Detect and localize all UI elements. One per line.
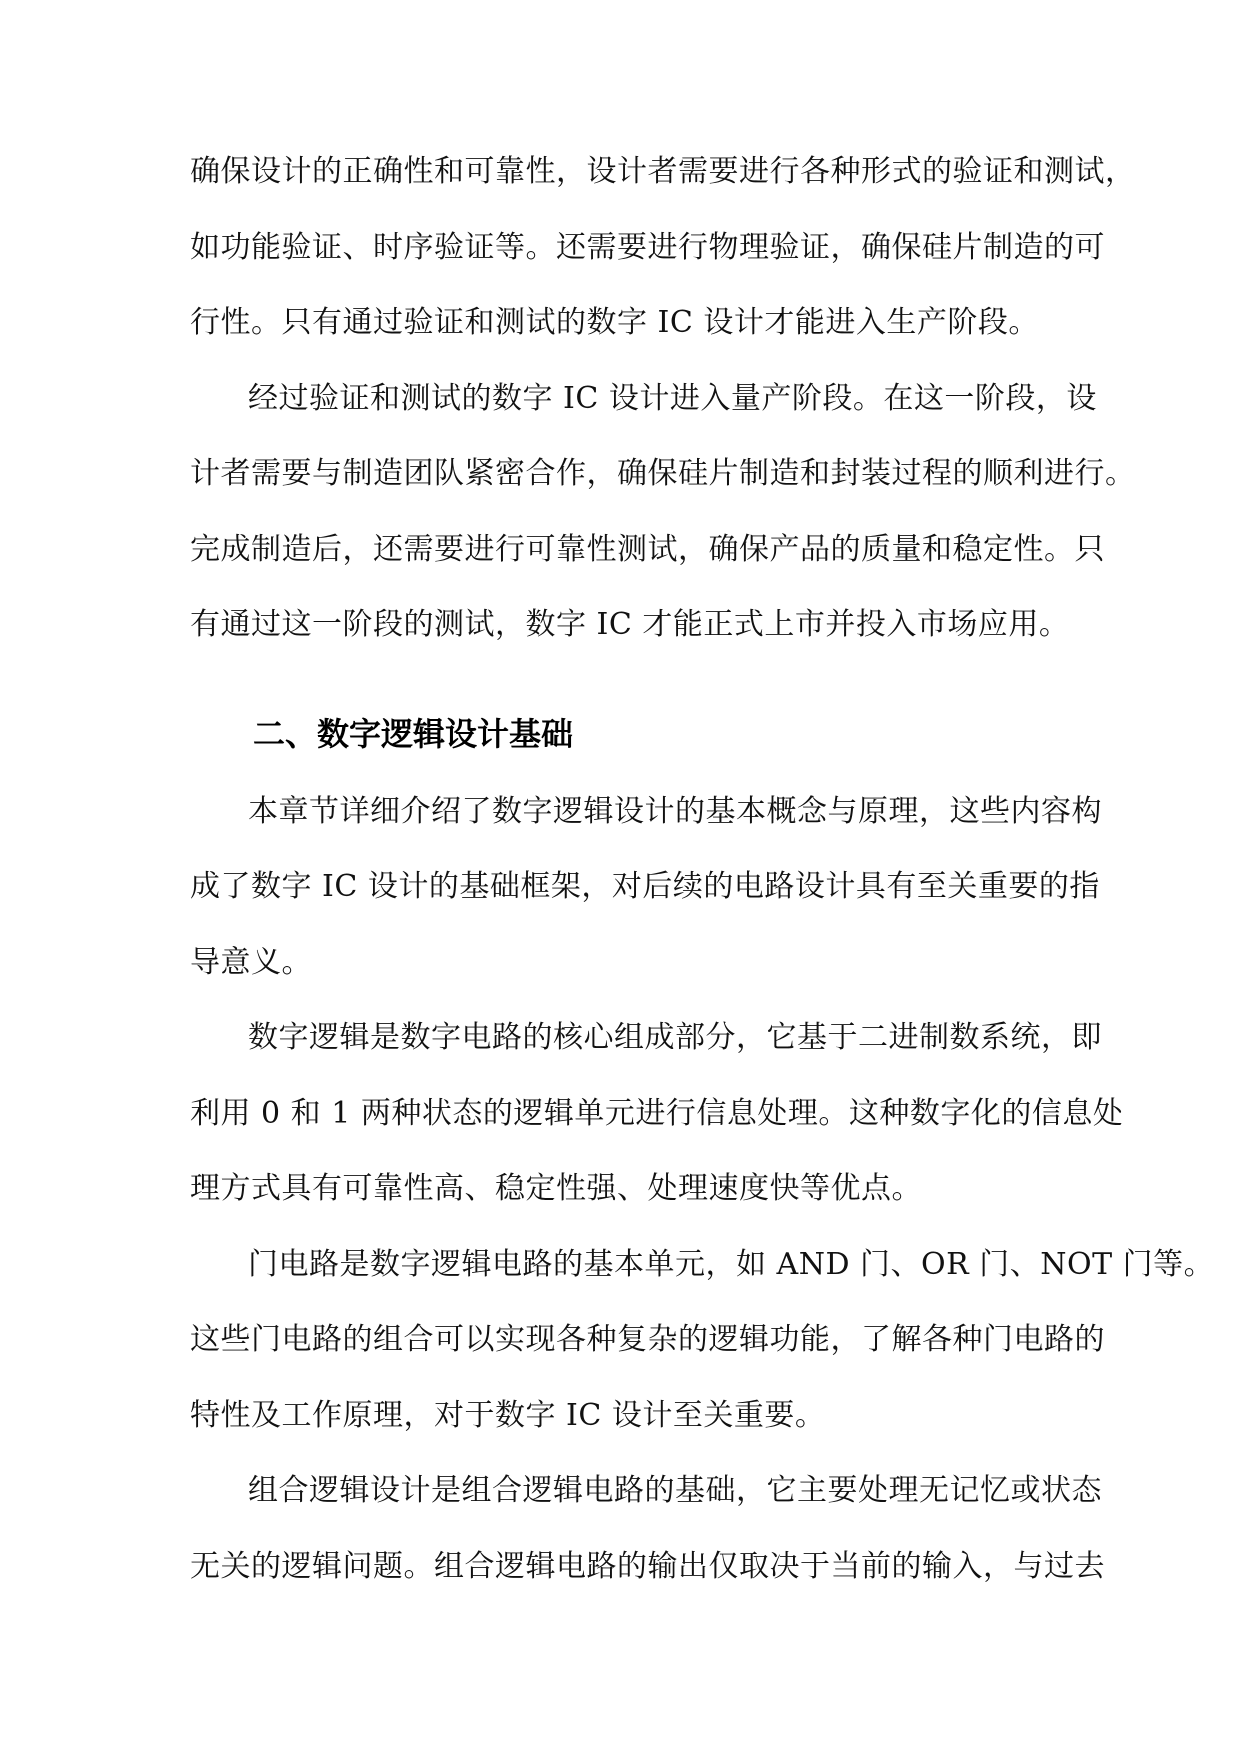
paragraph-line: 有通过这一阶段的测试，数字 IC 才能正式上市并投入市场应用。 bbox=[190, 607, 1070, 642]
paragraph-line: 这些门电路的组合可以实现各种复杂的逻辑功能，了解各种门电路的 bbox=[190, 1322, 1105, 1357]
paragraph-line: 计者需要与制造团队紧密合作，确保硅片制造和封装过程的顺利进行。 bbox=[190, 456, 1136, 491]
paragraph-line: 经过验证和测试的数字 IC 设计进入量产阶段。在这一阶段，设 bbox=[248, 381, 1097, 416]
paragraph-line: 如功能验证、时序验证等。还需要进行物理验证，确保硅片制造的可 bbox=[190, 230, 1105, 265]
paragraph-line: 本章节详细介绍了数字逻辑设计的基本概念与原理，这些内容构 bbox=[248, 794, 1102, 829]
paragraph-line: 理方式具有可靠性高、稳定性强、处理速度快等优点。 bbox=[190, 1171, 922, 1206]
paragraph-line: 无关的逻辑问题。组合逻辑电路的输出仅取决于当前的输入，与过去 bbox=[190, 1549, 1105, 1584]
paragraph-line: 数字逻辑是数字电路的核心组成部分，它基于二进制数系统，即 bbox=[248, 1020, 1102, 1055]
paragraph-line: 行性。只有通过验证和测试的数字 IC 设计才能进入生产阶段。 bbox=[190, 305, 1039, 340]
paragraph-line: 特性及工作原理，对于数字 IC 设计至关重要。 bbox=[190, 1398, 826, 1433]
paragraph-line: 导意义。 bbox=[190, 945, 312, 980]
paragraph-line: 门电路是数字逻辑电路的基本单元，如 AND 门、OR 门、NOT 门等。 bbox=[248, 1247, 1215, 1282]
paragraph-line: 完成制造后，还需要进行可靠性测试，确保产品的质量和稳定性。只 bbox=[190, 532, 1105, 567]
paragraph-line: 确保设计的正确性和可靠性，设计者需要进行各种形式的验证和测试， bbox=[190, 154, 1136, 189]
paragraph-line: 组合逻辑设计是组合逻辑电路的基础，它主要处理无记忆或状态 bbox=[248, 1473, 1102, 1508]
paragraph-line: 成了数字 IC 设计的基础框架，对后续的电路设计具有至关重要的指 bbox=[190, 869, 1100, 904]
paragraph-line: 利用 0 和 1 两种状态的逻辑单元进行信息处理。这种数字化的信息处 bbox=[190, 1096, 1124, 1131]
section-heading: 二、数字逻辑设计基础 bbox=[253, 715, 574, 753]
